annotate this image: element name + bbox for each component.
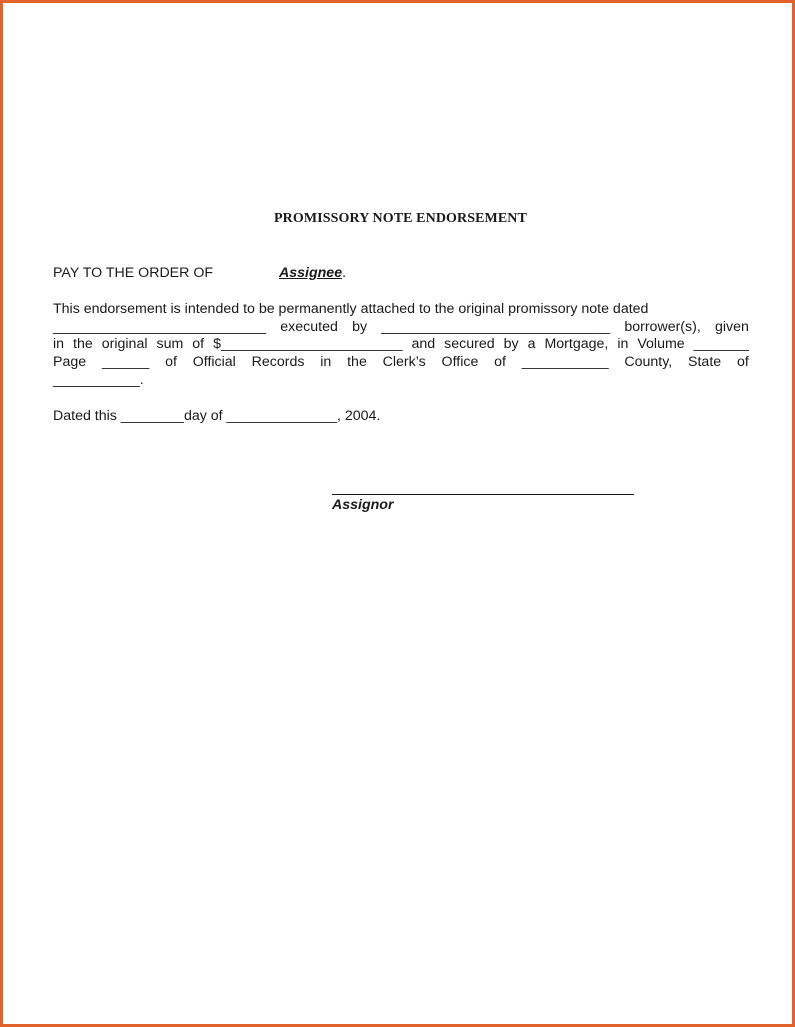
paragraph-line-2 [53,319,749,337]
word: the [73,336,93,353]
word: _____________________________ [381,318,611,335]
word: given [715,318,749,335]
word: Page [53,354,87,371]
word: Official [192,354,236,371]
word: of [165,354,177,371]
word: and [411,336,436,353]
word: Volume [637,336,685,353]
pay-to-order-line [53,265,346,281]
word: borrower(s), [624,318,701,335]
paragraph-line-3 [53,336,749,354]
word: by [352,318,368,335]
paragraph-line-5: ___________. [53,371,144,388]
assignee-name: Assignee [279,265,343,281]
assignee-period: . [342,265,347,281]
word: by [503,336,519,353]
endorsement-paragraph [53,301,749,390]
word: in [320,354,332,371]
signature-label: Assignor [332,497,394,513]
word: ______ [101,354,150,371]
word: Records [251,354,305,371]
word: executed [280,318,338,335]
word: original [101,336,148,353]
word: Office [441,354,479,371]
word: in [617,336,629,353]
word: a [527,336,536,353]
document-title: PROMISSORY NOTE ENDORSEMENT [274,211,527,226]
word: the [347,354,367,371]
word: sum [156,336,184,353]
word: ___________________________ [53,318,267,335]
signature-line [332,494,634,495]
word: of [192,336,205,353]
word: ___________ [521,354,609,371]
paragraph-line-1: This endorsement is intended to be permanently attached to the original promissory note dated [53,301,649,317]
word: $_______________________ [213,336,403,353]
word: in [53,336,65,353]
word: County, [624,354,673,371]
word: secured [444,336,495,353]
word: of [494,354,506,371]
paragraph-line-4 [53,354,749,372]
pay-to-order-label: PAY TO THE ORDER OF [53,265,214,281]
word: Clerk’s [382,354,426,371]
word: of [736,354,749,371]
dated-line: Dated this ________day of ______________, 2004. [53,408,381,424]
word: Mortgage, [544,336,609,353]
word: _______ [693,336,749,353]
word: State [688,354,722,371]
